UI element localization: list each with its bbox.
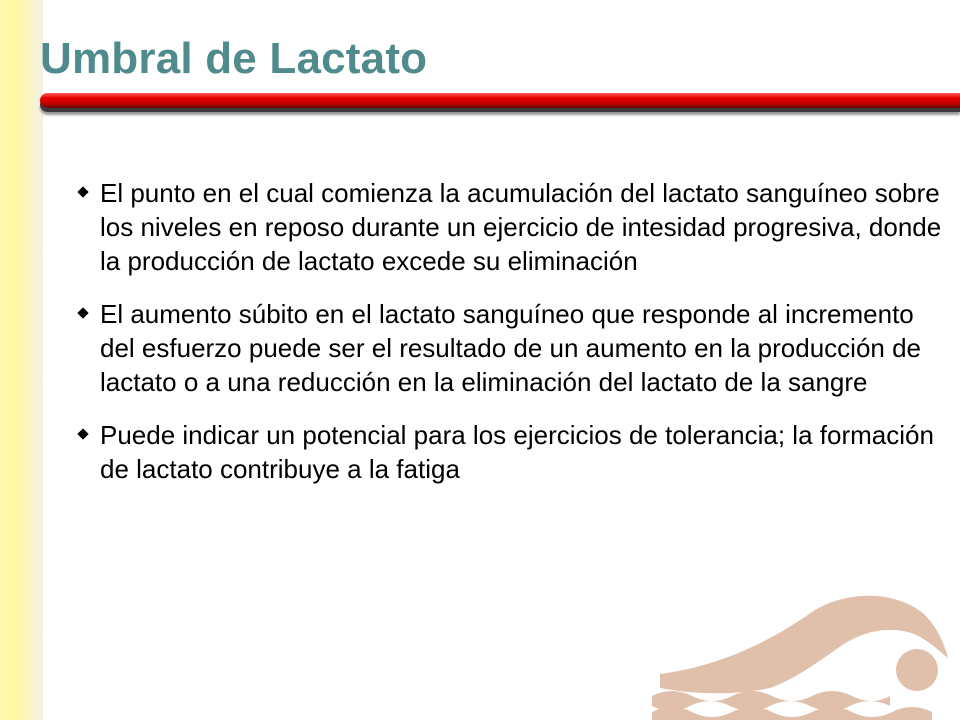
bullet-text: El aumento súbito en el lactato sanguíneo que responde al incremento del esfuerzo puede ser el resultado de un aumento en la producción de lactato o a una reducción en la eliminación del lactato de la sangre — [100, 299, 922, 397]
left-accent-strip — [0, 0, 43, 720]
diamond-bullet-icon — [77, 428, 88, 439]
bullet-list — [77, 176, 947, 505]
swimmer-icon — [652, 588, 952, 720]
slide-title: Umbral de Lactato — [40, 34, 428, 83]
bullet-text: El punto en el cual comienza la acumulación del lactato sanguíneo sobre los niveles en reposo durante un ejercicio de intesidad progresiva, donde la producción de lactato excede su eliminación — [100, 178, 942, 276]
bullet-item — [77, 297, 947, 399]
bullet-text: Puede indicar un potencial para los ejercicios de tolerancia; la formación de lactato contribuye a la fatiga — [100, 420, 934, 484]
diamond-bullet-icon — [77, 186, 88, 197]
bullet-item — [77, 418, 947, 486]
title-underline-bar — [40, 93, 960, 108]
diamond-bullet-icon — [77, 307, 88, 318]
bullet-item — [77, 176, 947, 278]
